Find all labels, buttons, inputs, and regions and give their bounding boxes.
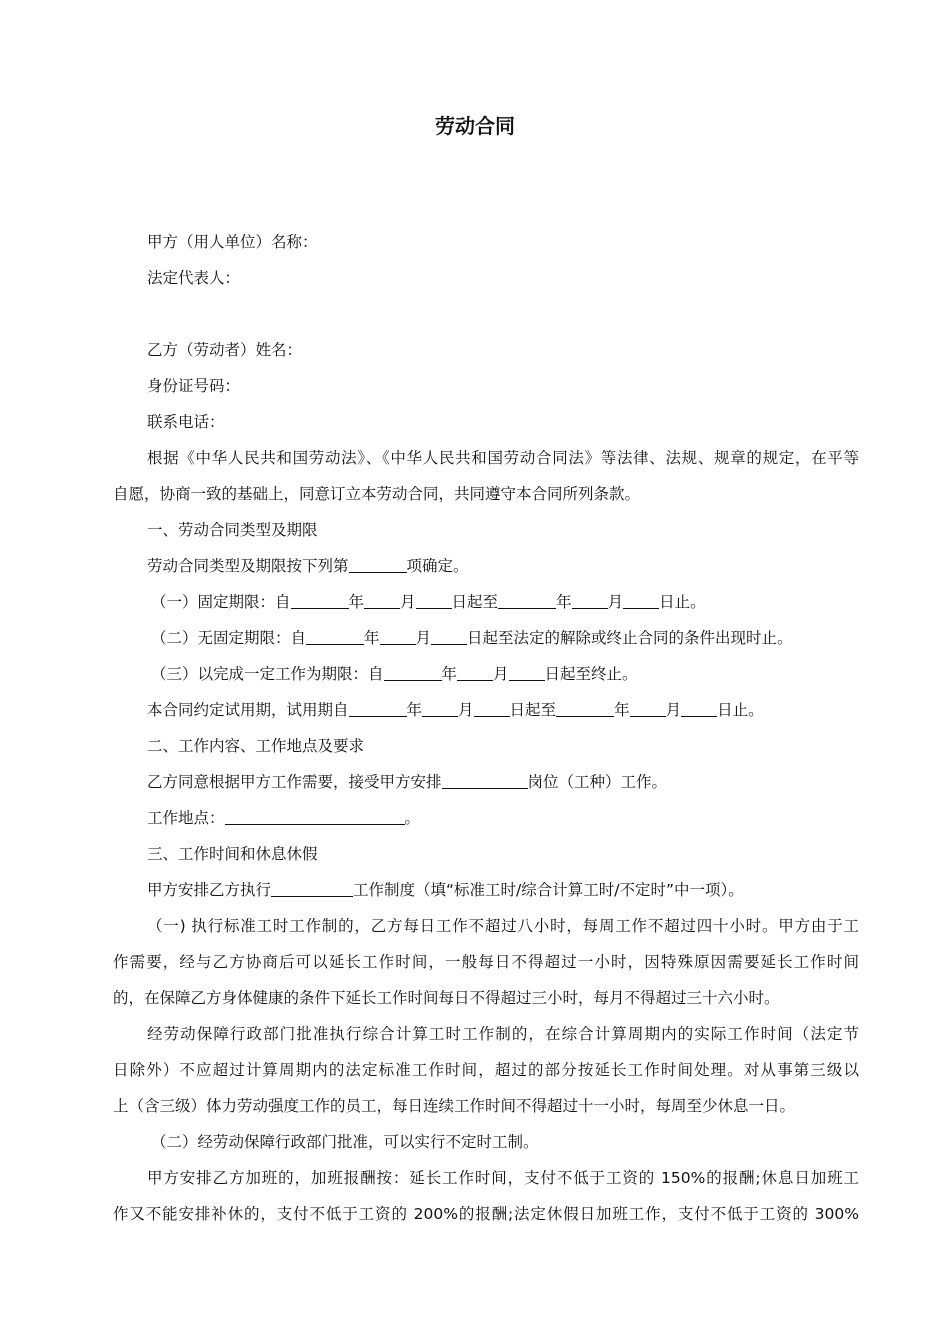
- page-title: 劳动合同: [435, 114, 515, 138]
- contract-type-choice: [147, 555, 469, 577]
- text: 年: [348, 593, 365, 611]
- blank-field[interactable]: [380, 628, 416, 645]
- text: 月: [458, 701, 474, 719]
- blank-field[interactable]: [630, 700, 666, 717]
- blank-field[interactable]: [442, 772, 528, 789]
- text: 甲方安排乙方执行: [147, 881, 272, 899]
- comprehensive-hours-line-3: 上（含三级）体力劳动强度工作的员工，每日连续工作时间不得超过十一小时，每周至少休息一日。: [113, 1097, 796, 1115]
- blank-field[interactable]: [572, 592, 608, 609]
- section-1-heading: 一、劳动合同类型及期限: [147, 521, 318, 539]
- open-term-line: [151, 627, 793, 649]
- blank-field[interactable]: [556, 700, 614, 717]
- text: （三）以完成一定工作为期限：自: [151, 665, 384, 683]
- work-place-line: [147, 807, 420, 829]
- text: 年: [614, 701, 630, 719]
- overtime-line-1: 甲方安排乙方加班的，加班报酬按：延长工作时间，支付不低于工资的 150%的报酬;休息日加班工: [147, 1169, 859, 1187]
- standard-hours-line-2: 作需要，经与乙方协商后可以延长工作时间，一般每日不得超过一小时，因特殊原因需要延长工作时间: [113, 953, 859, 971]
- blank-field[interactable]: [416, 592, 452, 609]
- blank-field[interactable]: [457, 664, 493, 681]
- text: 乙方同意根据甲方工作需要，接受甲方安排: [147, 773, 442, 791]
- section-3-heading: 三、工作时间和休息休假: [147, 845, 318, 863]
- preamble-line-1: 根据《中华人民共和国劳动法》、《中华人民共和国劳动合同法》等法律、法规、规章的规定，在平等: [147, 449, 859, 467]
- overtime-line-2: 作又不能安排补休的，支付不低于工资的 200%的报酬;法定休假日加班工作，支付不低于工资的 300%: [113, 1205, 859, 1223]
- flexible-hours-line: （二）经劳动保障行政部门批准，可以实行不定时工制。: [151, 1133, 539, 1151]
- blank-field[interactable]: [474, 700, 510, 717]
- text: 月: [665, 701, 682, 719]
- blank-field[interactable]: [422, 700, 458, 717]
- text: 岗位（工种）工作。: [527, 773, 668, 791]
- party-a-name-label: 甲方（用人单位）名称：: [147, 233, 318, 251]
- text: 工作制度（填“标准工时/综合计算工时/不定时”中一项）。: [353, 881, 744, 899]
- text: 。: [404, 809, 421, 827]
- preamble-line-2: 自愿，协商一致的基础上，同意订立本劳动合同，共同遵守本合同所列条款。: [113, 485, 641, 503]
- text: 月: [493, 665, 509, 683]
- blank-field[interactable]: [349, 556, 407, 573]
- standard-hours-line-1: （一) 执行标准工时工作制的，乙方每日工作不超过八小时，每周工作不超过四十小时。甲方由于工: [147, 917, 859, 935]
- blank-field[interactable]: [349, 700, 407, 717]
- text: 年: [364, 629, 380, 647]
- text: 工作地点：: [147, 809, 225, 827]
- text: 月: [400, 593, 416, 611]
- text: 日止。: [659, 593, 706, 611]
- blank-field[interactable]: [623, 592, 659, 609]
- standard-hours-line-3: 的，在保障乙方身体健康的条件下延长工作时间每日不得超过三小时，每月不得超过三十六小时。: [113, 989, 780, 1007]
- blank-field[interactable]: [291, 592, 349, 609]
- text: （一）固定期限：自: [151, 593, 291, 611]
- party-b-id-label: 身份证号码：: [147, 377, 241, 395]
- blank-field[interactable]: [509, 664, 545, 681]
- probation-line: [147, 699, 764, 721]
- text: 本合同约定试用期，试用期自: [147, 701, 349, 719]
- blank-field[interactable]: [431, 628, 467, 645]
- text: 项确定。: [406, 557, 469, 575]
- text: 日起至终止。: [544, 665, 638, 683]
- blank-field[interactable]: [681, 700, 717, 717]
- text: 日止。: [717, 701, 764, 719]
- text: 月: [607, 593, 624, 611]
- text: （二）无固定期限：自: [151, 629, 307, 647]
- text: 年: [441, 665, 458, 683]
- blank-field[interactable]: [498, 592, 556, 609]
- section-2-heading: 二、工作内容、工作地点及要求: [147, 737, 365, 755]
- blank-field[interactable]: [384, 664, 442, 681]
- blank-field[interactable]: [271, 880, 353, 897]
- blank-field[interactable]: [225, 808, 405, 825]
- job-post-line: [147, 771, 667, 793]
- party-b-phone-label: 联系电话：: [147, 413, 225, 431]
- blank-field[interactable]: [364, 592, 400, 609]
- text: 日起至法定的解除或终止合同的条件出现时止。: [467, 629, 793, 647]
- text: 劳动合同类型及期限按下列第: [147, 557, 349, 575]
- text: 日起至: [509, 701, 557, 719]
- comprehensive-hours-line-2: 日除外）不应超过计算周期内的法定标准工作时间，超过的部分按延长工作时间处理。对从事第三级以: [113, 1061, 859, 1079]
- comprehensive-hours-line-1: 经劳动保障行政部门批准执行综合计算工时工作制的，在综合计算周期内的实际工作时间（法定节: [147, 1025, 859, 1043]
- text: 年: [556, 593, 572, 611]
- party-a-rep-label: 法定代表人：: [147, 269, 241, 287]
- task-term-line: [151, 663, 638, 685]
- text: 日起至: [451, 593, 499, 611]
- text: 年: [406, 701, 423, 719]
- work-system-line: [147, 879, 744, 901]
- fixed-term-line: [151, 591, 706, 613]
- blank-field[interactable]: [306, 628, 364, 645]
- party-b-name-label: 乙方（劳动者）姓名：: [147, 341, 303, 359]
- text: 月: [415, 629, 432, 647]
